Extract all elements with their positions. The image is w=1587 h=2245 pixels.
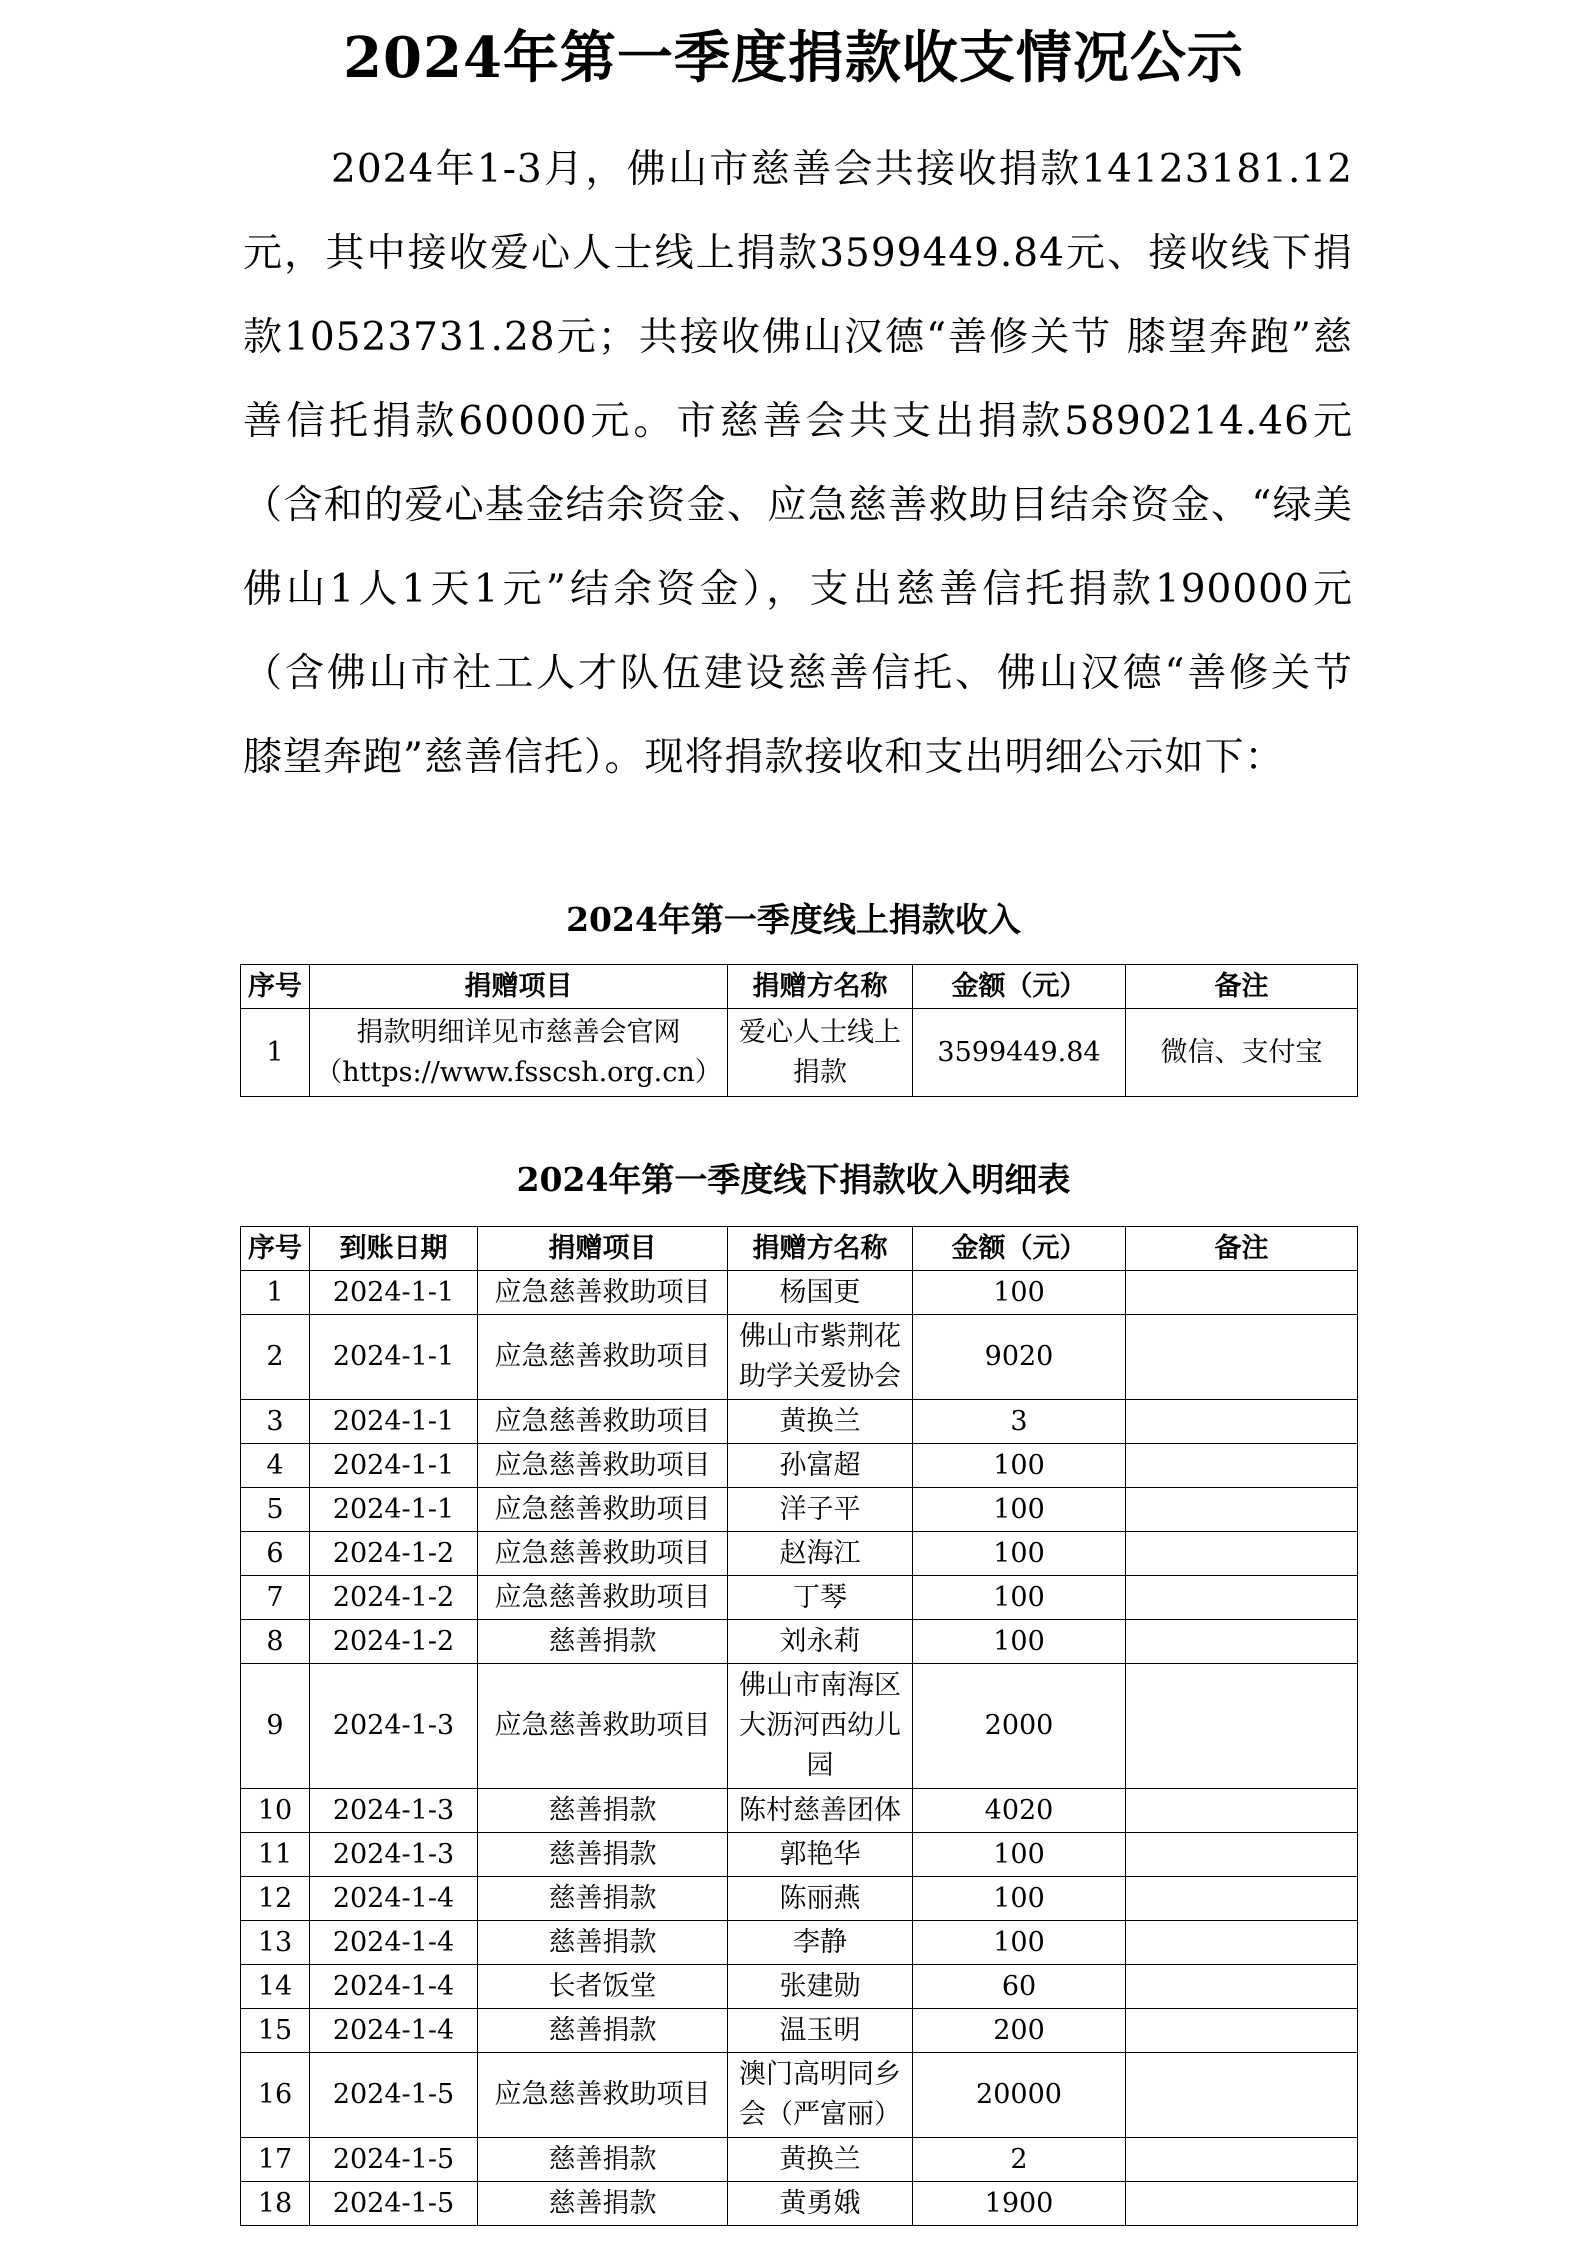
cell-index: 1 (241, 1009, 310, 1097)
cell-note (1126, 1444, 1358, 1488)
cell-project: 慈善捐款 (478, 1921, 728, 1965)
cell-donor: 郭艳华 (728, 1833, 913, 1877)
cell-index: 11 (241, 1833, 310, 1877)
header-donor: 捐赠方名称 (728, 1227, 913, 1271)
cell-index: 4 (241, 1444, 310, 1488)
table-row (241, 2138, 1358, 2182)
cell-note (1126, 1620, 1358, 1664)
cell-index: 15 (241, 2009, 310, 2053)
cell-amount: 100 (913, 1488, 1126, 1532)
cell-project: 慈善捐款 (478, 1620, 728, 1664)
cell-note (1126, 1315, 1358, 1400)
table-row (241, 1400, 1358, 1444)
cell-date: 2024-1-1 (310, 1400, 478, 1444)
cell-index: 17 (241, 2138, 310, 2182)
cell-date: 2024-1-3 (310, 1789, 478, 1833)
table-row (241, 1965, 1358, 2009)
cell-amount: 9020 (913, 1315, 1126, 1400)
website-link[interactable]: （https://www.fsscsh.org.cn） (315, 1056, 722, 1088)
offline-donations-table (240, 1226, 1358, 2226)
cell-amount: 100 (913, 1921, 1126, 1965)
cell-donor: 杨国更 (728, 1271, 913, 1315)
cell-note (1126, 1400, 1358, 1444)
cell-index: 9 (241, 1664, 310, 1789)
cell-note (1126, 1664, 1358, 1789)
table-row (241, 1833, 1358, 1877)
cell-note (1126, 1271, 1358, 1315)
cell-index: 3 (241, 1400, 310, 1444)
cell-date: 2024-1-2 (310, 1532, 478, 1576)
cell-index: 1 (241, 1271, 310, 1315)
table-row (241, 1576, 1358, 1620)
table-row (241, 1315, 1358, 1400)
cell-index: 18 (241, 2182, 310, 2226)
online-donations-title: 2024年第一季度线上捐款收入 (566, 900, 1021, 939)
cell-index: 13 (241, 1921, 310, 1965)
header-donor: 捐赠方名称 (728, 965, 913, 1009)
cell-date: 2024-1-5 (310, 2138, 478, 2182)
cell-amount: 200 (913, 2009, 1126, 2053)
table-row (241, 1444, 1358, 1488)
cell-project: 应急慈善救助项目 (478, 2053, 728, 2138)
cell-project: 慈善捐款 (478, 1833, 728, 1877)
cell-date: 2024-1-2 (310, 1620, 478, 1664)
cell-date: 2024-1-3 (310, 1833, 478, 1877)
cell-index: 5 (241, 1488, 310, 1532)
cell-amount: 1900 (913, 2182, 1126, 2226)
page-title: 2024年第一季度捐款收支情况公示 (343, 25, 1244, 91)
header-note: 备注 (1126, 1227, 1358, 1271)
cell-amount: 100 (913, 1532, 1126, 1576)
table-row (241, 1620, 1358, 1664)
header-project: 捐赠项目 (310, 965, 728, 1009)
cell-index: 12 (241, 1877, 310, 1921)
cell-note (1126, 1789, 1358, 1833)
cell-note (1126, 1833, 1358, 1877)
cell-project: 慈善捐款 (478, 1789, 728, 1833)
cell-donor: 洋子平 (728, 1488, 913, 1532)
cell-note (1126, 1877, 1358, 1921)
cell-project: 长者饭堂 (478, 1965, 728, 2009)
cell-note (1126, 1488, 1358, 1532)
cell-project: 应急慈善救助项目 (478, 1400, 728, 1444)
cell-index: 2 (241, 1315, 310, 1400)
cell-amount: 20000 (913, 2053, 1126, 2138)
cell-amount: 2000 (913, 1664, 1126, 1789)
cell-amount: 4020 (913, 1789, 1126, 1833)
cell-amount: 100 (913, 1444, 1126, 1488)
cell-project: 应急慈善救助项目 (478, 1532, 728, 1576)
header-note: 备注 (1126, 965, 1358, 1009)
cell-date: 2024-1-3 (310, 1664, 478, 1789)
cell-index: 10 (241, 1789, 310, 1833)
header-amount: 金额（元） (913, 1227, 1126, 1271)
project-text: 捐款明细详见市慈善会官网 (356, 1016, 681, 1048)
table-row (241, 1488, 1358, 1532)
cell-amount: 3599449.84 (913, 1009, 1126, 1097)
cell-donor: 爱心人士线上捐款 (728, 1009, 913, 1097)
cell-date: 2024-1-1 (310, 1444, 478, 1488)
online-donations-table (240, 964, 1358, 1097)
cell-project: 慈善捐款 (478, 1877, 728, 1921)
cell-amount: 2 (913, 2138, 1126, 2182)
cell-date: 2024-1-5 (310, 2053, 478, 2138)
cell-date: 2024-1-4 (310, 1965, 478, 2009)
cell-amount: 100 (913, 1576, 1126, 1620)
cell-index: 8 (241, 1620, 310, 1664)
cell-note (1126, 2009, 1358, 2053)
cell-amount: 100 (913, 1271, 1126, 1315)
cell-project: 应急慈善救助项目 (478, 1315, 728, 1400)
table-row (241, 1664, 1358, 1789)
cell-donor: 澳门高明同乡会（严富丽） (728, 2053, 913, 2138)
cell-note (1126, 1921, 1358, 1965)
table-row (241, 1921, 1358, 1965)
cell-index: 14 (241, 1965, 310, 2009)
cell-date: 2024-1-1 (310, 1271, 478, 1315)
offline-donations-title: 2024年第一季度线下捐款收入明细表 (516, 1160, 1071, 1199)
cell-donor: 陈村慈善团体 (728, 1789, 913, 1833)
cell-donor: 黄换兰 (728, 2138, 913, 2182)
header-index: 序号 (241, 1227, 310, 1271)
cell-donor: 黄勇娥 (728, 2182, 913, 2226)
table-row (241, 1532, 1358, 1576)
cell-amount: 100 (913, 1877, 1126, 1921)
cell-project: 应急慈善救助项目 (478, 1664, 728, 1789)
cell-donor: 孙富超 (728, 1444, 913, 1488)
table-header-row (241, 1227, 1358, 1271)
header-project: 捐赠项目 (478, 1227, 728, 1271)
cell-index: 6 (241, 1532, 310, 1576)
header-amount: 金额（元） (913, 965, 1126, 1009)
table-row (241, 2009, 1358, 2053)
cell-note (1126, 2138, 1358, 2182)
cell-amount: 100 (913, 1833, 1126, 1877)
header-index: 序号 (241, 965, 310, 1009)
cell-note (1126, 2053, 1358, 2138)
cell-date: 2024-1-4 (310, 2009, 478, 2053)
table-row (241, 1789, 1358, 1833)
table-row (241, 1877, 1358, 1921)
table-row (241, 2182, 1358, 2226)
cell-project: 应急慈善救助项目 (478, 1444, 728, 1488)
table-row (241, 1271, 1358, 1315)
cell-project: 应急慈善救助项目 (478, 1488, 728, 1532)
cell-amount: 60 (913, 1965, 1126, 2009)
cell-note (1126, 2182, 1358, 2226)
cell-amount: 3 (913, 1400, 1126, 1444)
cell-date: 2024-1-1 (310, 1488, 478, 1532)
cell-project (310, 1009, 728, 1097)
intro-paragraph: 2024年1-3月，佛山市慈善会共接收捐款14123181.12元，其中接收爱心人士线上捐款3599449.84元、接收线下捐款10523731.28元；共接收佛山汉德“善修关节 膝望奔跑”慈善信托捐款60000元。市慈善会共支出捐款5890214.46元（含和的爱心基金结余资金、应急慈善救助目结余资金、“绿美佛山1人1天1元”结余资金），支出慈善信托捐款190000元（含佛山市社工人才队伍建设慈善信托、佛山汉德“善修关节 膝望奔跑”慈善信托）。现将捐款接收和支出明细公示如下： (243, 147, 1353, 780)
cell-project: 应急慈善救助项目 (478, 1271, 728, 1315)
cell-index: 7 (241, 1576, 310, 1620)
cell-date: 2024-1-4 (310, 1877, 478, 1921)
cell-note (1126, 1965, 1358, 2009)
table-row (241, 1009, 1358, 1097)
cell-project: 慈善捐款 (478, 2182, 728, 2226)
cell-donor: 佛山市紫荆花助学关爱协会 (728, 1315, 913, 1400)
cell-amount: 100 (913, 1620, 1126, 1664)
cell-donor: 佛山市南海区大沥河西幼儿园 (728, 1664, 913, 1789)
cell-date: 2024-1-4 (310, 1921, 478, 1965)
cell-note: 微信、支付宝 (1126, 1009, 1358, 1097)
cell-project: 慈善捐款 (478, 2009, 728, 2053)
cell-date: 2024-1-5 (310, 2182, 478, 2226)
cell-date: 2024-1-1 (310, 1315, 478, 1400)
cell-note (1126, 1576, 1358, 1620)
table-row (241, 2053, 1358, 2138)
cell-project: 慈善捐款 (478, 2138, 728, 2182)
cell-donor: 刘永莉 (728, 1620, 913, 1664)
header-date: 到账日期 (310, 1227, 478, 1271)
cell-donor: 张建勋 (728, 1965, 913, 2009)
cell-donor: 陈丽燕 (728, 1877, 913, 1921)
cell-donor: 李静 (728, 1921, 913, 1965)
cell-donor: 温玉明 (728, 2009, 913, 2053)
cell-project: 应急慈善救助项目 (478, 1576, 728, 1620)
cell-donor: 赵海江 (728, 1532, 913, 1576)
cell-donor: 黄换兰 (728, 1400, 913, 1444)
cell-donor: 丁琴 (728, 1576, 913, 1620)
cell-note (1126, 1532, 1358, 1576)
cell-date: 2024-1-2 (310, 1576, 478, 1620)
cell-index: 16 (241, 2053, 310, 2138)
table-header-row (241, 965, 1358, 1009)
offline-table-body (241, 1271, 1358, 2226)
